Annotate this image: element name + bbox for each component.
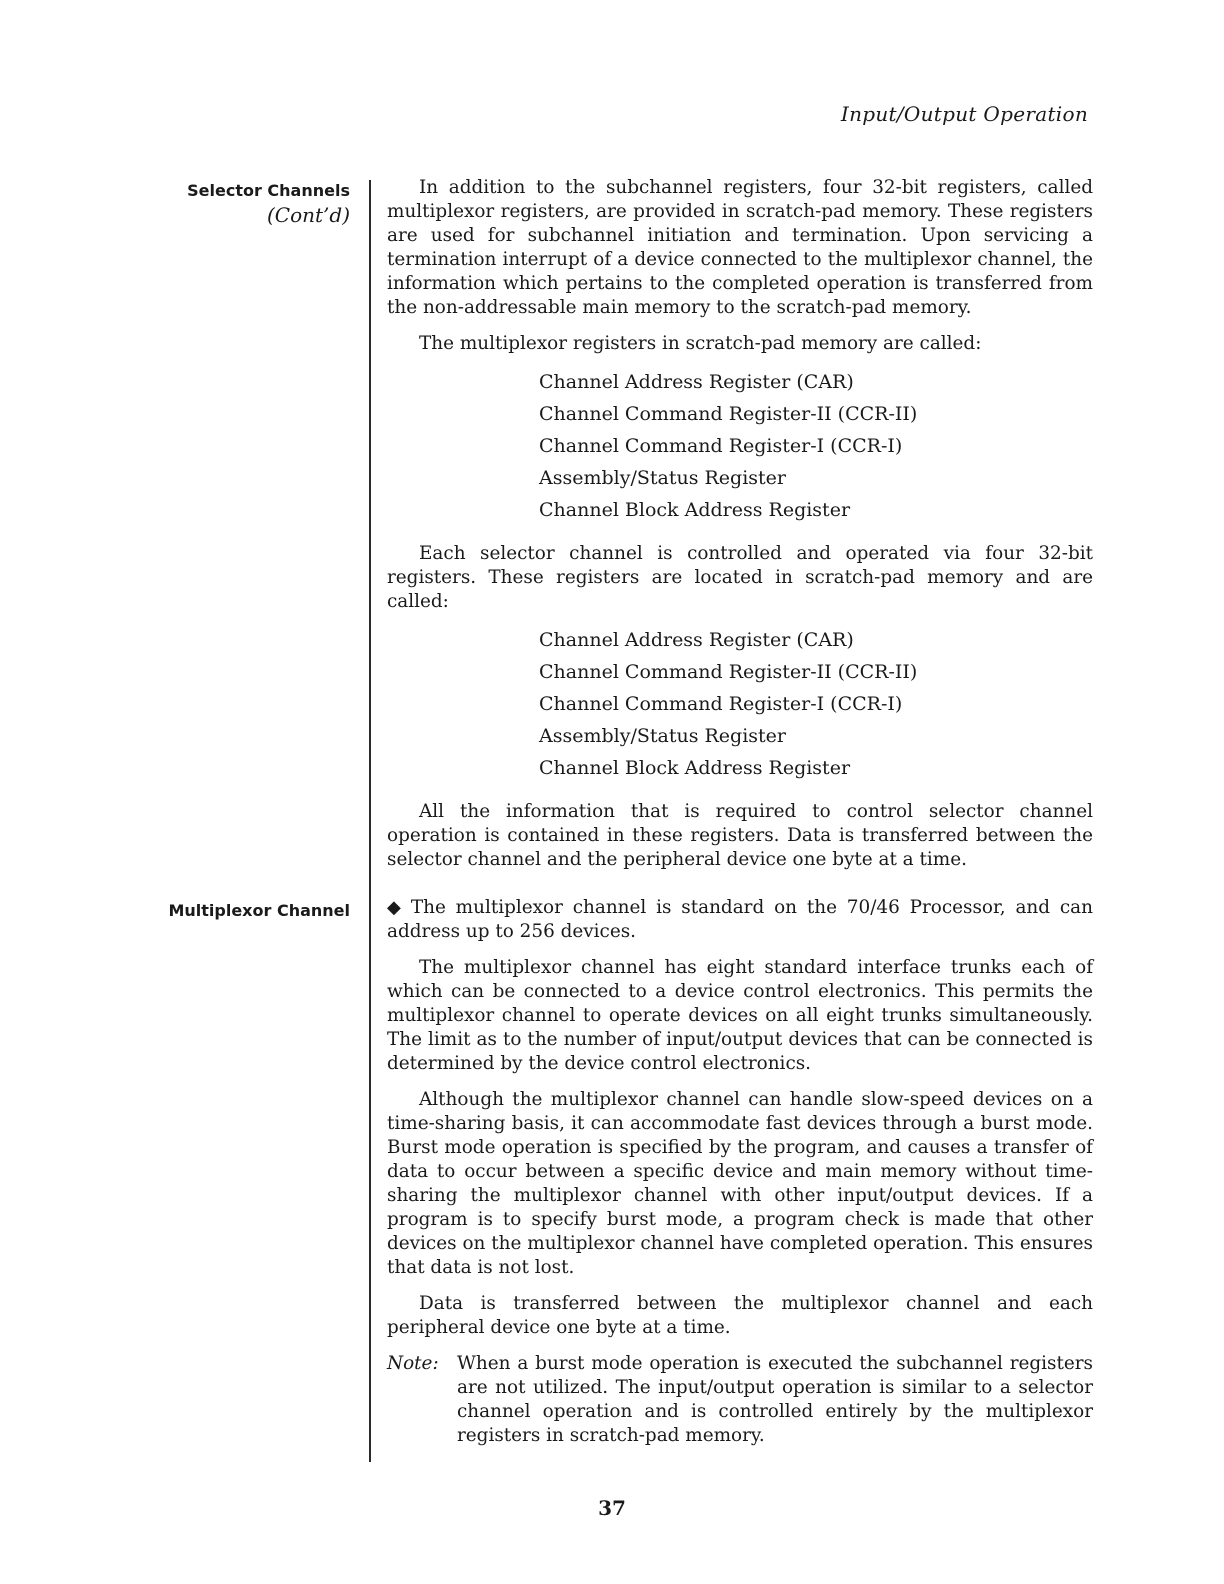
list-item: Assembly/Status Register — [539, 467, 786, 489]
side-heading-multiplexor-channel — [168, 900, 350, 922]
list-item: Channel Address Register (CAR) — [539, 629, 854, 651]
list-item: Channel Command Register-II (CCR-II) — [539, 403, 918, 425]
list-item: Channel Command Register-I (CCR-I) — [539, 693, 903, 715]
note-text: When a burst mode operation is executed the subchannel registers are not utilized. The input/output operation is similar to a selector channel operation and is controlled entirely by the multiplexor registers in scratch-pad memory. — [457, 1353, 1093, 1446]
section-heading: Selector Channels — [187, 181, 350, 200]
paragraph: Data is transferred between the multiplexor channel and each peripheral device one byte at a time. — [387, 1293, 1093, 1338]
paragraph: Each selector channel is controlled and operated via four 32-bit registers. These registers are located in scratch-pad memory and are called: — [387, 543, 1093, 612]
side-heading-selector-channels — [187, 180, 350, 226]
multiplexor-channel-body — [387, 896, 1093, 1448]
diamond-bullet-icon: ◆ — [387, 897, 405, 918]
list-item: Channel Block Address Register — [539, 499, 851, 521]
list-item: Channel Command Register-I (CCR-I) — [539, 435, 903, 457]
paragraph-text: The multiplexor channel is standard on the 70/46 Processor, and can address up to 256 devices. — [387, 897, 1093, 942]
list-item: Assembly/Status Register — [539, 725, 786, 747]
page-number: 37 — [598, 1496, 626, 1520]
paragraph: The multiplexor channel has eight standard interface trunks each of which can be connected to a device control electronics. This permits the multiplexor channel to operate devices on all eight trunks simultaneously. The limit as to the number of input/output devices that can be connected is determined by the device control electronics. — [387, 957, 1093, 1074]
continued-label: (Cont’d) — [266, 203, 350, 227]
paragraph: All the information that is required to control selector channel operation is contained in these registers. Data is transferred between the selector channel and the peripheral device one byte at a time. — [387, 801, 1093, 870]
register-list — [387, 368, 1093, 528]
paragraph: The multiplexor registers in scratch-pad memory are called: — [419, 333, 982, 354]
margin-rule — [369, 862, 371, 1462]
register-list — [387, 626, 1093, 786]
margin-rule — [369, 180, 371, 862]
list-item: Channel Address Register (CAR) — [539, 371, 854, 393]
paragraph: In addition to the subchannel registers, four 32-bit registers, called multiplexor registers, are provided in scratch-pad memory. These registers are used for subchannel initiation and termination. Upon servicing a termination interrupt of a device connected to the multiplexor channel, the information which pertains to the completed operation is transferred from the non-addressable main memory to the scratch-pad memory. — [387, 177, 1093, 318]
list-item: Channel Command Register-II (CCR-II) — [539, 661, 918, 683]
section-heading: Multiplexor Channel — [168, 901, 350, 920]
paragraph: Although the multiplexor channel can handle slow-speed devices on a time-sharing basis, it can accommodate fast devices through a burst mode. Burst mode operation is specified by the program, and causes a transfer of data to occur between a specific device and main memory without time-sharing the multiplexor channel with other input/output devices. If a program is to specify burst mode, a program check is made that other devices on the multiplexor channel have completed operation. This ensures that data is not lost. — [387, 1089, 1093, 1278]
selector-channels-body — [387, 176, 1093, 884]
running-head: Input/Output Operation — [840, 102, 1088, 126]
paragraph — [387, 896, 1093, 944]
list-item: Channel Block Address Register — [539, 757, 851, 779]
note — [387, 1352, 1093, 1448]
note-label: Note: — [387, 1353, 439, 1374]
